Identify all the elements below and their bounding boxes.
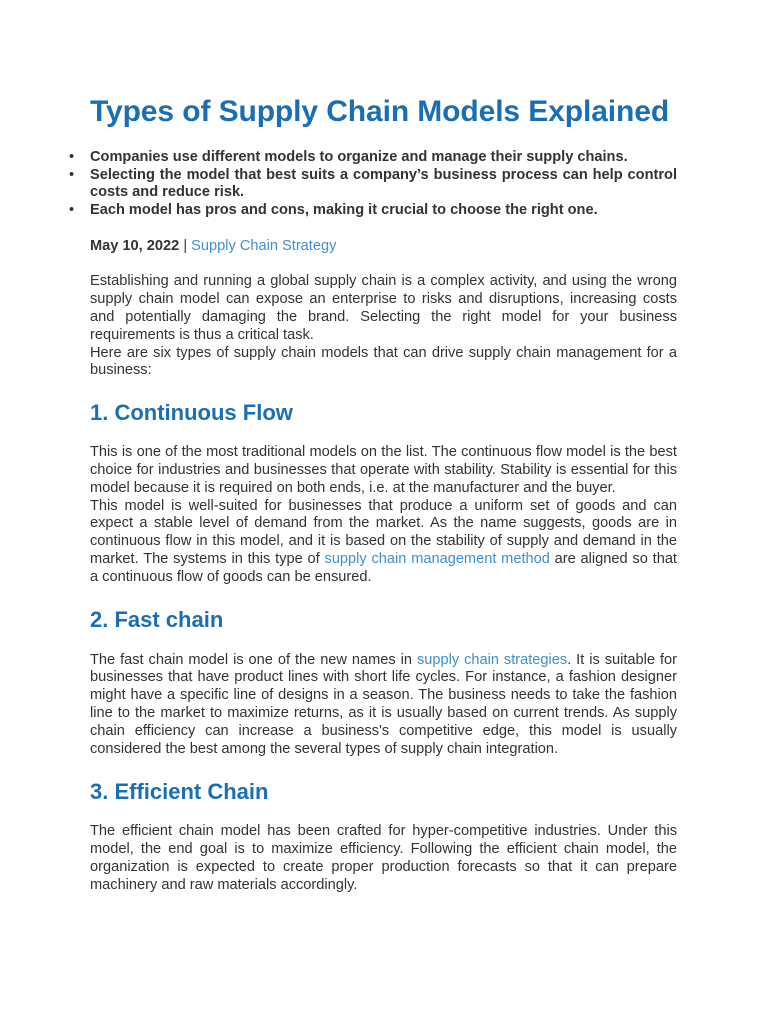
scm-strategies-link[interactable]: supply chain strategies — [416, 651, 568, 668]
article-title: Types of Supply Chain Models Explained — [90, 95, 670, 128]
key-point-text: Each model has pros and cons, making it crucial to choose the right one. — [90, 201, 598, 218]
key-point — [69, 201, 677, 220]
publish-date: May 10, 2022 — [90, 238, 180, 255]
article-body — [69, 90, 677, 895]
key-point-text: Selecting the model that best suits a company’s business process can help control costs and reduce risk. — [90, 166, 677, 201]
section-paragraph: This is one of the most traditional models on the list. The continuous flow model is the best choice for industries and businesses that operate with stability. Stability is essential for this model because it is required on both ends, i.e. at the manufacturer and the buyer. — [90, 444, 677, 496]
key-point-text: Companies use different models to organize and manage their supply chains. — [90, 149, 628, 165]
section-paragraph — [90, 498, 677, 587]
intro-paragraph: Establishing and running a global supply chain is a complex activity, and using the wrong supply chain model can expose an enterprise to risks and disruptions, increasing costs and potentially damaging the brand. Selecting the right model for your business requirements is thus a critical task. — [90, 273, 677, 343]
bullet-icon: • — [69, 149, 75, 165]
key-points-list — [69, 149, 677, 219]
intro-paragraph: Here are six types of supply chain models that can drive supply chain management for a business: — [90, 344, 677, 379]
paragraph-text: This model is well-suited for businesses that produce a uniform set of goods and can expect a stable level of demand from the market. As the name suggests, goods are in continuous flow in this model, and it is based on the stability of supply and demand in the market. The systems in this type of — [90, 497, 677, 567]
section-heading-continuous-flow: 1. Continuous Flow — [90, 400, 293, 426]
key-point — [69, 166, 677, 202]
section-paragraph: The efficient chain model has been crafted for hyper-competitive industries. Under this model, the end goal is to maximize efficiency. Following the efficient chain model, the organization is expected to create proper production forecasts so that it can prepare machinery and raw materials accordingly. — [90, 823, 677, 893]
paragraph-text: The fast chain model is one of the new names in — [90, 651, 417, 668]
category-link[interactable]: Supply Chain Strategy — [191, 238, 337, 255]
scm-method-link[interactable]: supply chain management method — [324, 550, 550, 567]
section-heading-fast-chain: 2. Fast chain — [90, 606, 224, 632]
meta-separator: | — [179, 238, 192, 255]
paragraph-text: . It is suitable for businesses that have product lines with short life cycles. For instance, a fashion designer might have a specific line of designs in a season. The business needs to take the fashion line to the market to maximize returns, as it is usually based on current trends. As supply chain efficiency can increase a business's competitive edge, this model is usually considered the best among the several types of supply chain integration. — [90, 651, 677, 757]
section-heading-efficient-chain: 3. Efficient Chain — [90, 779, 269, 805]
article-meta — [90, 237, 677, 255]
bullet-icon: • — [69, 166, 75, 183]
paragraph-text: are aligned so that a continuous flow of goods can be ensured. — [90, 550, 677, 585]
section-paragraph — [90, 652, 677, 759]
bullet-icon: • — [69, 201, 75, 218]
key-point — [69, 149, 677, 167]
